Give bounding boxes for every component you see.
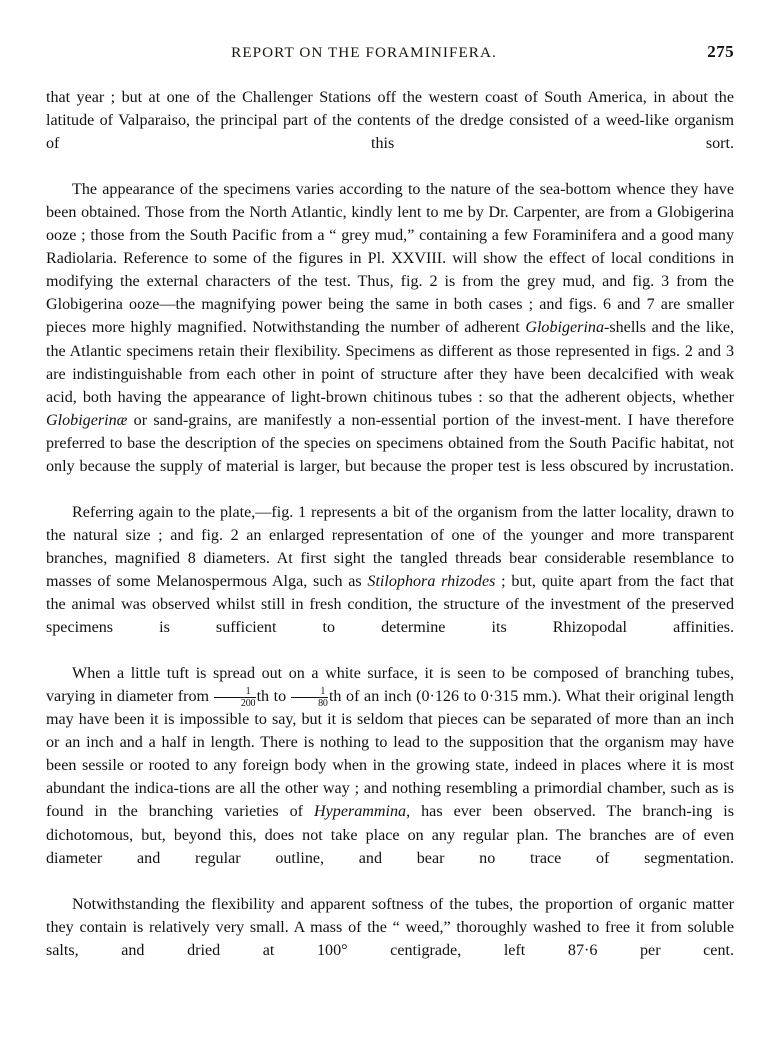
page-number: 275 (707, 42, 734, 61)
paragraph-4 (46, 662, 734, 892)
fraction-numerator: 1 (245, 685, 251, 697)
paragraph-4-text-d: , has ever been observed. The branch-ing is dichotomous, but, beyond this, does not take place on any regular plan. The branches are of even diameter and regular outline, and bear no trace of segmentation. (46, 803, 734, 867)
fraction-numerator: 1 (320, 685, 326, 697)
taxon-name-stilophora-rhizodes: Stilophora rhizodes (367, 572, 496, 590)
fraction-denominator: 80 (318, 697, 328, 709)
paragraph-4-text-b: th to (256, 688, 291, 706)
paragraph-5-text: Notwithstanding the flexibility and apparent softness of the tubes, the proportion of organic matter they contain is relatively very small. A mass of the “ weed,” thoroughly washed to free it from soluble salts, and dried at 100° centigrade, left 87·6 per cent. (46, 895, 734, 959)
paragraph-3 (46, 501, 734, 662)
paragraph-3-text-b: ; but, quite apart from the fact that the animal was observed whilst still in fresh condition, the structure of the investment of the preserved specimens is sufficient to determine its Rhizopodal affinities. (46, 572, 734, 637)
taxon-name-hyperammina: Hyperammina (314, 803, 407, 821)
paragraph-3-text-a: Referring again to the plate,—fig. 1 represents a bit of the organism from the latter locality, drawn to the natural size ; and fig. 2 an enlarged representation of one of the younger and more transparent branches, magnified 8 diameters. At first sight the tangled threads bear considerable resemblance to masses of some Melanospermous Alga, such as (46, 503, 734, 590)
paragraph-4-text-a: When a little tuft is spread out on a white surface, it is seen to be composed of branching tubes, varying in diameter from (46, 665, 734, 706)
paragraph-5 (46, 893, 734, 985)
running-head (46, 44, 734, 66)
paragraph-2 (46, 178, 734, 501)
running-head-title: REPORT ON THE FORAMINIFERA. (231, 44, 497, 61)
paragraph-2-text-c: or sand-grains, are manifestly a non-essential portion of the invest-ment. I have therefore preferred to base the description of the species on specimens obtained from the South Pacific habitat, not only because the supply of material is larger, but because the proper test is less obscured by incrustation. (46, 411, 734, 475)
paragraph-2-text-a: The appearance of the specimens varies according to the nature of the sea-bottom whence they have been obtained. Those from the North Atlantic, kindly lent to me by Dr. Carpenter, are from a Globigerina ooze ; those from the South Pacific from a “ grey mud,” containing a few Foraminifera and a good many Radiolaria. Reference to some of the figures in Pl. XXVIII. will show the effect of local conditions in modifying the external characters of the test. Thus, fig. 2 is from the grey mud, and fig. 3 from the Globigerina ooze—the magnifying power being the same in both cases ; and figs. 6 and 7 are smaller pieces more highly magnified. Notwithstanding the number of adherent (46, 181, 734, 337)
taxon-name-globigerina: Globigerina (525, 319, 605, 337)
fraction-one-eightieth (291, 687, 328, 709)
fraction-one-two-hundredth (214, 687, 256, 709)
paragraph-4-text-c: th of an inch (0·126 to 0·315 mm.). What their original length may have been it is impossible to say, but it is seldom that pieces can be separated of more than an inch or an inch and a half in length. There is nothing to lead to the supposition that the organism may have been sessile or rooted to any foreign body when in the growing state, indeed in places where it is most abundant the indica-tions are all the other way ; and nothing resembling a primordial chamber, such as is found in the branching varieties of (46, 688, 734, 821)
paragraph-1-text: that year ; but at one of the Challenger Stations off the western coast of South America, in about the latitude of Valparaiso, the principal part of the contents of the dredge consisted of a weed-like organism of this sort. (46, 89, 734, 153)
paragraph-1 (46, 86, 734, 178)
fraction-denominator: 200 (240, 697, 256, 709)
taxon-name-globigerinae: Globigerinæ (46, 411, 128, 429)
paragraph-2-text-b: -shells and the like, the Atlantic specimens retain their flexibility. Specimens as different as those represented in figs. 2 and 3 are indistinguishable from each other in point of structure after they have been decalcified with weak acid, both having the appearance of light-brown chitinous tubes : so that the adherent objects, whether (46, 319, 734, 406)
body-text-block (46, 86, 734, 985)
